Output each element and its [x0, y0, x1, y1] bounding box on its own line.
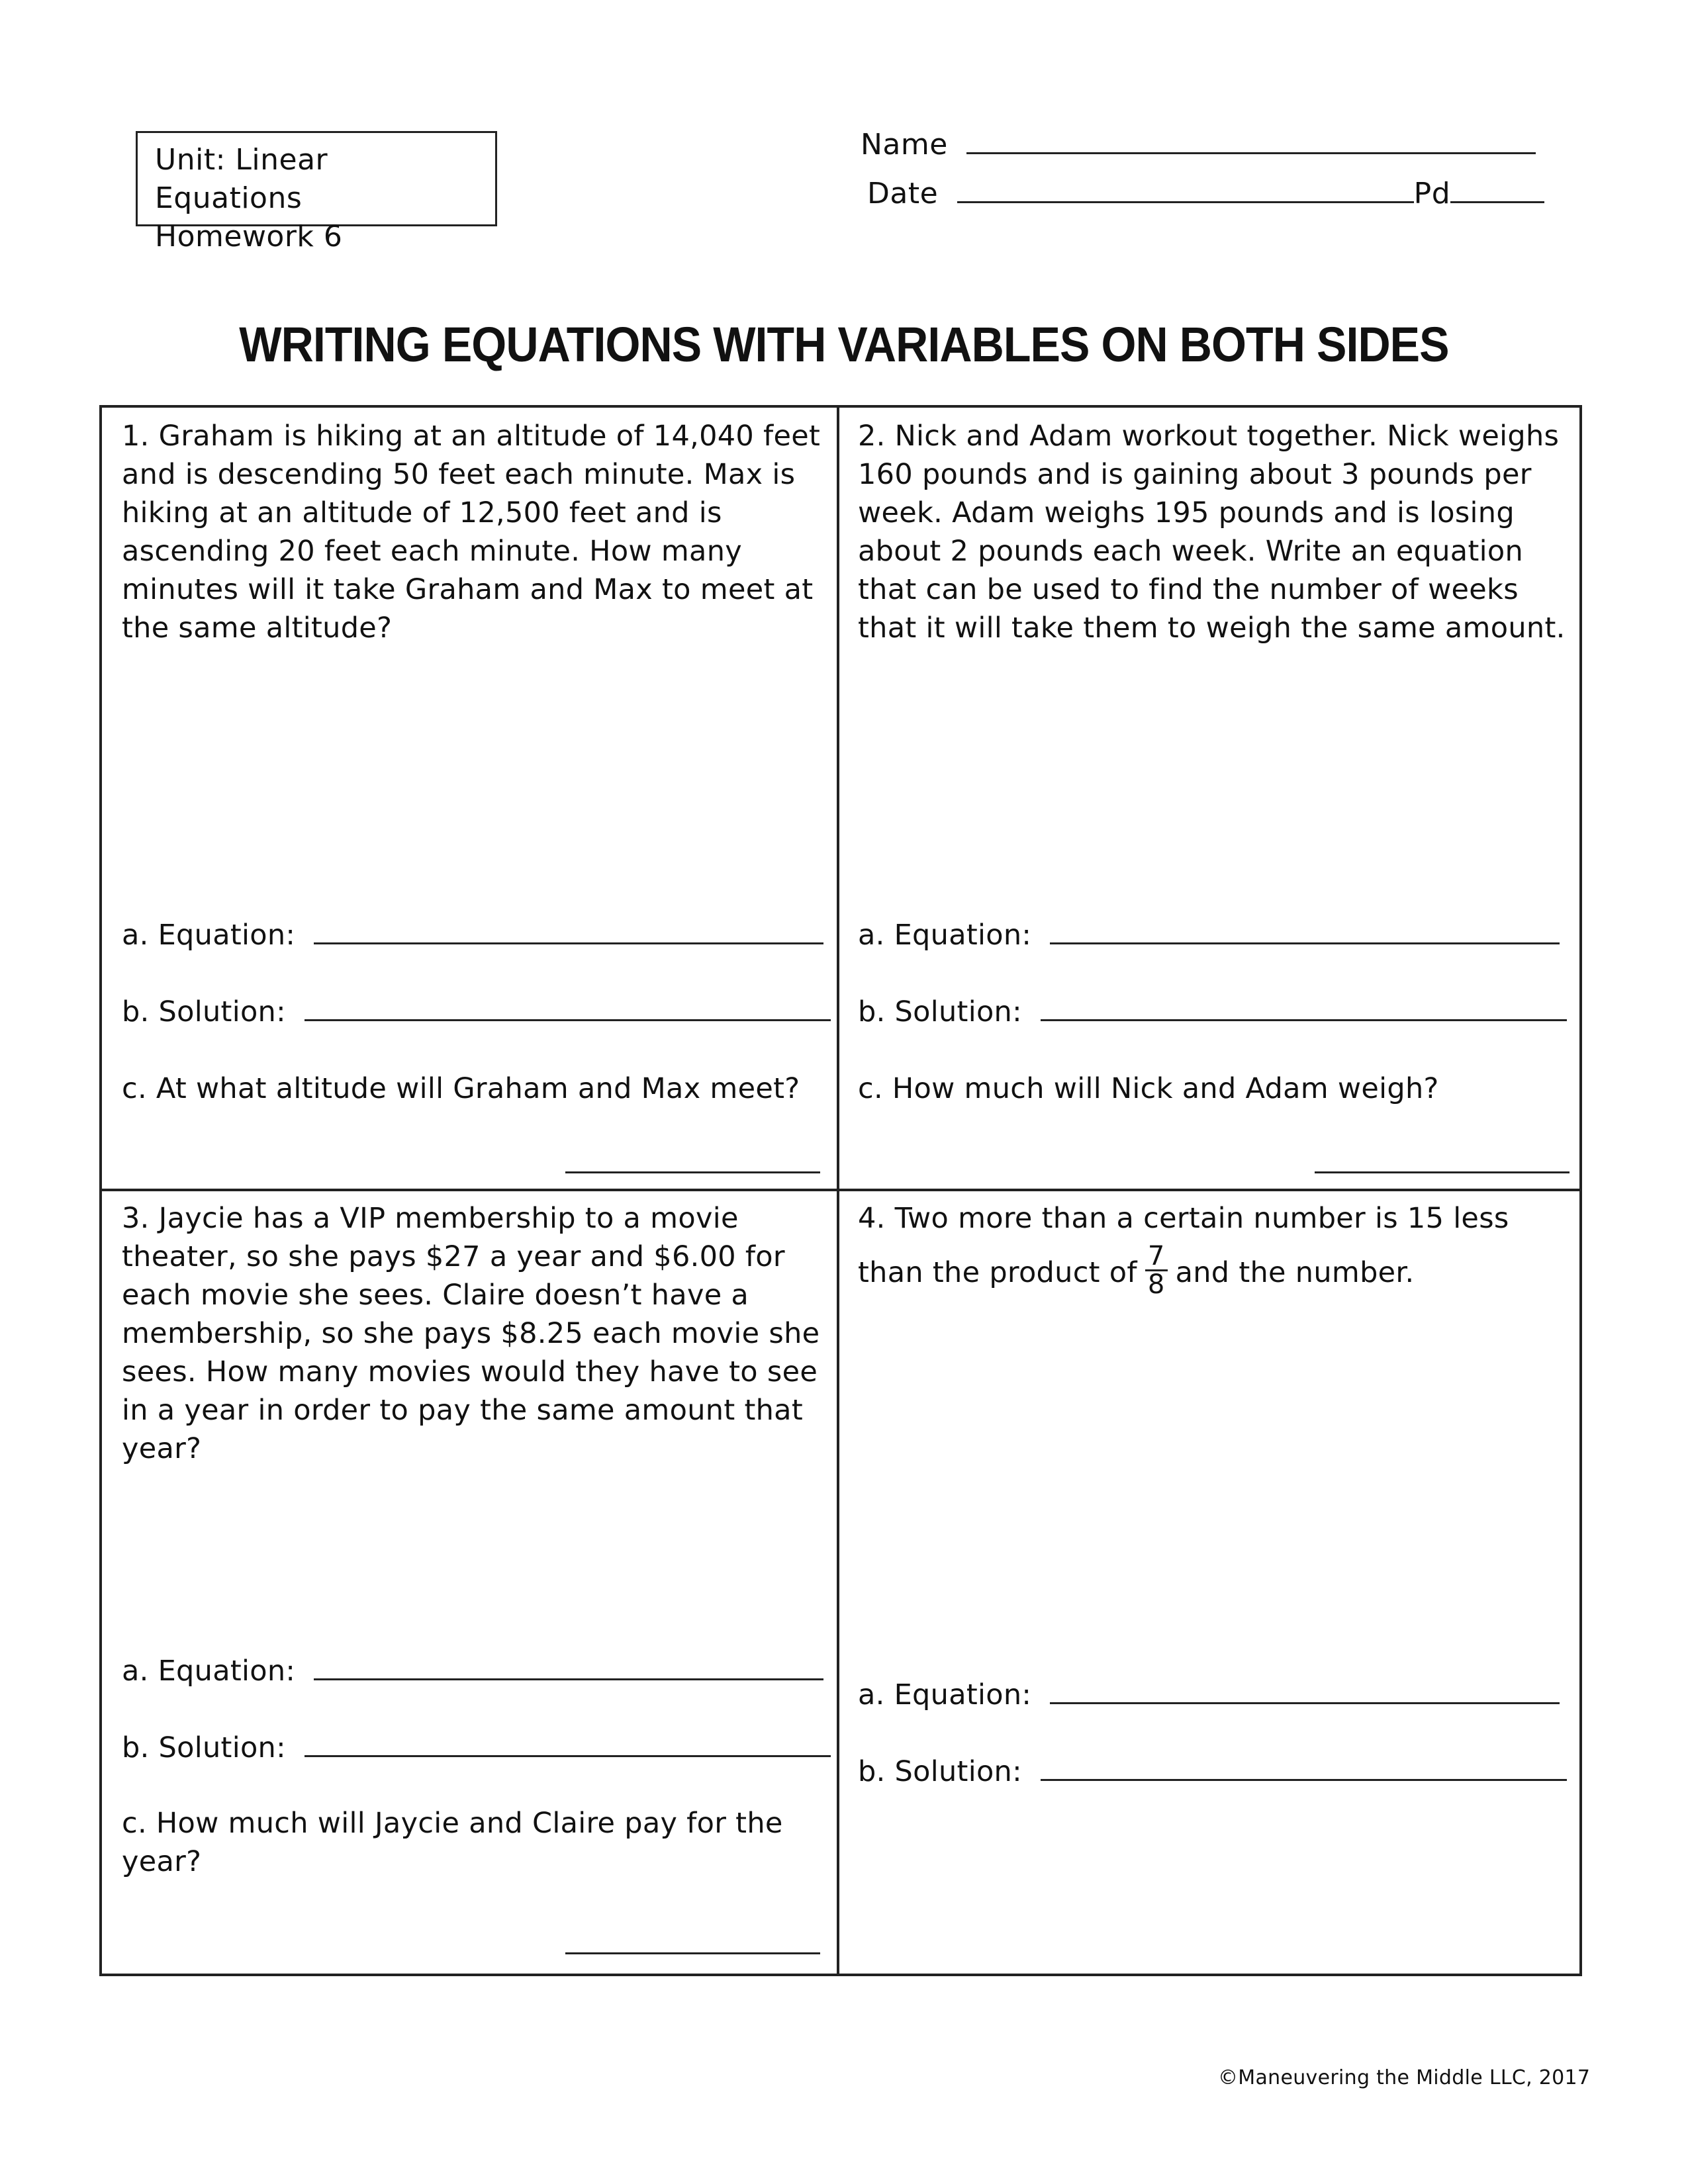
problem-3-solution — [122, 1731, 831, 1764]
problem-3-prompt: 3. Jaycie has a VIP membership to a movie theater, so she pays $27 a year and $6.00 for each movie she sees. Claire doesn’t have a membership, so she pays $8.25 each movie she sees. How many movies would they have to see in a year in order to pay the same amount that year? — [122, 1202, 820, 1465]
problem-1-part-c: c. At what altitude will Graham and Max meet? — [122, 1072, 800, 1105]
problem-4 — [858, 1199, 1573, 1967]
solution-answer-line[interactable] — [1041, 995, 1567, 1021]
problem-3 — [122, 1199, 823, 1967]
fraction-numerator: 7 — [1145, 1243, 1168, 1271]
solution-label: b. Solution: — [122, 995, 286, 1028]
worksheet-title: WRITING EQUATIONS WITH VARIABLES ON BOTH SIDES — [239, 317, 1449, 372]
solution-label: b. Solution: — [858, 995, 1022, 1028]
problem-4-solution — [858, 1755, 1567, 1788]
problem-2-prompt: 2. Nick and Adam workout together. Nick weighs 160 pounds and is gaining about 3 pounds per week. Adam weighs 195 pounds and is losing about 2 pounds each week. Write an equation that can be used to find the number of weeks that it will take them to weigh the same amount. — [858, 420, 1566, 645]
problem-2-part-c-answer-line[interactable] — [1315, 1171, 1570, 1173]
equation-answer-line[interactable] — [314, 1655, 823, 1680]
problem-grid — [99, 405, 1582, 1976]
date-field[interactable] — [957, 176, 1414, 203]
problem-4-prompt — [858, 1199, 1573, 1302]
date-row — [867, 176, 1544, 210]
problem-1-prompt: 1. Graham is hiking at an altitude of 14,040 feet and is descending 50 feet each minute. Max is hiking at an altitude of 12,500 feet and is ascending 20 feet each minute. How many minutes will it take Graham and Max to meet at the same altitude? — [122, 420, 821, 645]
problem-2-equation — [858, 919, 1560, 952]
problem-1 — [122, 417, 823, 1185]
copyright-footer: ©Maneuvering the Middle LLC, 2017 — [1218, 2066, 1591, 2089]
equation-answer-line[interactable] — [314, 919, 823, 944]
problem-4-prompt-line2 — [858, 1241, 1573, 1302]
pd-label: Pd — [1413, 177, 1451, 210]
equation-label: a. Equation: — [858, 1678, 1032, 1711]
solution-label: b. Solution: — [122, 1731, 286, 1764]
equation-label: a. Equation: — [122, 919, 296, 952]
grid-divider-horizontal — [102, 1189, 1579, 1191]
problem-4-prompt-line1: 4. Two more than a certain number is 15 less — [858, 1202, 1509, 1235]
problem-1-equation — [122, 919, 823, 952]
fraction-seven-eighths — [1145, 1243, 1168, 1298]
problem-4-equation — [858, 1678, 1560, 1711]
solution-answer-line[interactable] — [1041, 1755, 1567, 1781]
homework-label: Homework 6 — [155, 220, 343, 253]
problem-1-solution — [122, 995, 831, 1028]
problem-4-prompt-post: and the number. — [1175, 1256, 1415, 1289]
solution-label: b. Solution: — [858, 1755, 1022, 1788]
fraction-denominator: 8 — [1147, 1269, 1165, 1300]
date-label: Date — [867, 177, 939, 210]
equation-label: a. Equation: — [858, 919, 1032, 952]
name-field[interactable] — [966, 127, 1536, 154]
problem-3-part-c-answer-line[interactable] — [565, 1952, 820, 1954]
problem-4-prompt-pre: than the product of — [858, 1256, 1137, 1289]
name-row — [861, 127, 1536, 161]
problem-3-part-c: c. How much will Jaycie and Claire pay for the year? — [122, 1807, 783, 1878]
pd-field[interactable] — [1450, 176, 1544, 203]
unit-label: Unit: Linear Equations — [155, 143, 328, 215]
unit-box — [136, 131, 497, 253]
equation-label: a. Equation: — [122, 1655, 296, 1688]
name-label: Name — [861, 128, 948, 161]
equation-answer-line[interactable] — [1050, 1678, 1560, 1704]
problem-1-part-c-answer-line[interactable] — [565, 1171, 820, 1173]
solution-answer-line[interactable] — [305, 995, 831, 1021]
problem-2 — [858, 417, 1573, 1185]
solution-answer-line[interactable] — [305, 1731, 831, 1757]
problem-3-equation — [122, 1655, 823, 1688]
problem-2-solution — [858, 995, 1567, 1028]
problem-2-part-c: c. How much will Nick and Adam weigh? — [858, 1072, 1439, 1105]
equation-answer-line[interactable] — [1050, 919, 1560, 944]
